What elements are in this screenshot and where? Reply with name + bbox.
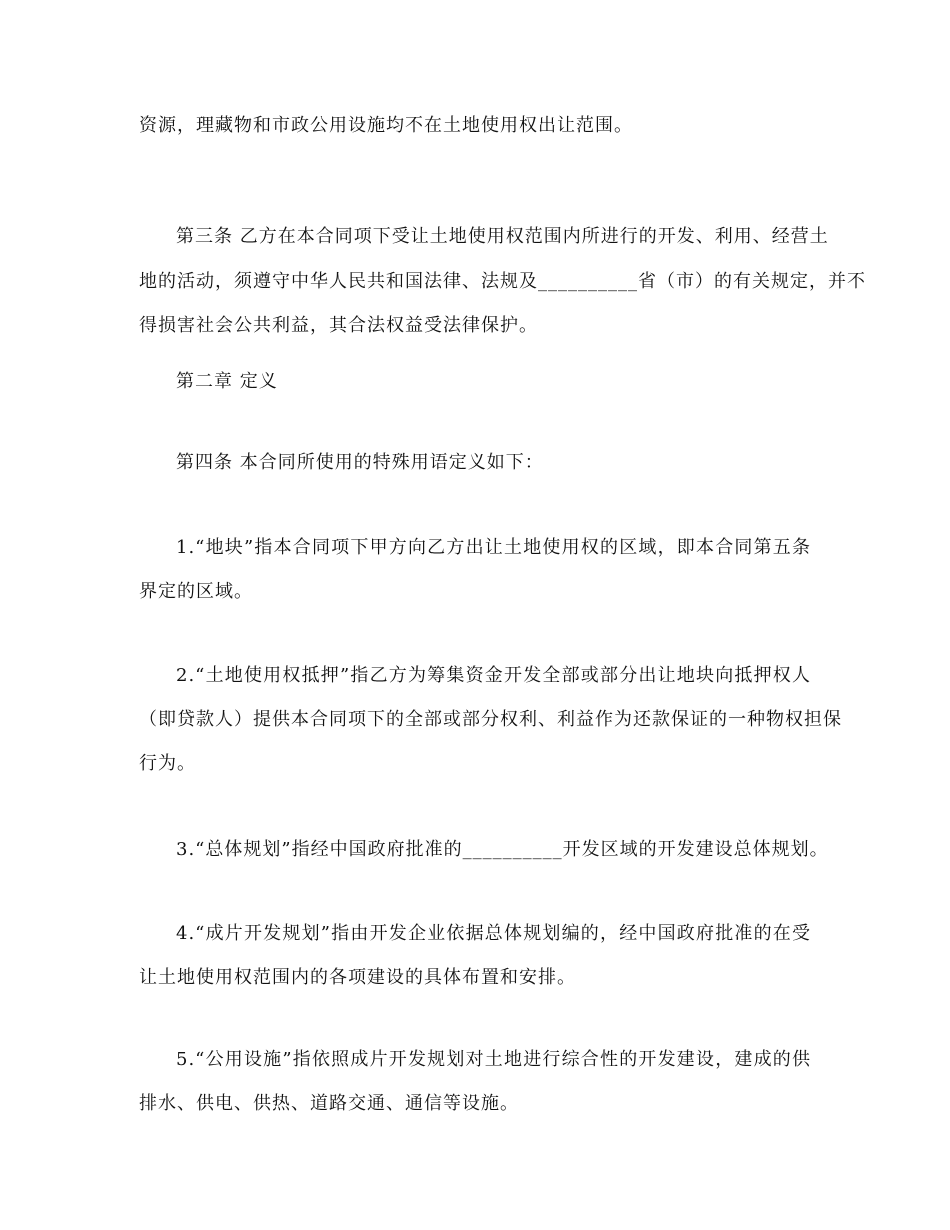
clause-3-line-3: 得损害社会公共利益，其合法权益受法律保护。 (139, 315, 538, 336)
definition-5-line-2: 排水、供电、供热、道路交通、通信等设施。 (139, 1093, 519, 1114)
definition-4-line-1: 4.“成片开发规划”指由开发企业依据总体规划编的，经中国政府批准的在受 (176, 923, 811, 944)
clause-3-line-2: 地的活动，须遵守中华人民共和国法律、法规及__________省（市）的有关规定，并不 (139, 271, 866, 292)
clause-2-continuation: 资源，理藏物和市政公用设施均不在土地使用权出让范围。 (139, 115, 633, 136)
chapter-2-heading: 第二章 定义 (176, 371, 278, 392)
definition-5-line-1: 5.“公用设施”指依照成片开发规划对土地进行综合性的开发建设，建成的供 (176, 1049, 811, 1070)
definition-4-line-2: 让土地使用权范围内的各项建设的具体布置和安排。 (139, 967, 576, 988)
definition-3-line-1: 3.“总体规划”指经中国政府批准的__________开发区域的开发建设总体规划。 (176, 839, 829, 860)
definition-2-line-3: 行为。 (139, 753, 196, 774)
clause-3-line-1: 第三条 乙方在本合同项下受让土地使用权范围内所进行的开发、利用、经营土 (176, 226, 829, 247)
definition-1-line-1: 1.“地块”指本合同项下甲方向乙方出让土地使用权的区域，即本合同第五条 (176, 537, 811, 558)
definition-2-line-1: 2.“土地使用权抵押”指乙方为筹集资金开发全部或部分出让地块向抵押权人 (176, 665, 811, 686)
definition-1-line-2: 界定的区域。 (139, 581, 253, 602)
definition-2-line-2: （即贷款人）提供本合同项下的全部或部分权利、利益作为还款保证的一种物权担保 (139, 709, 842, 730)
clause-4-heading: 第四条 本合同所使用的特殊用语定义如下： (176, 452, 544, 473)
